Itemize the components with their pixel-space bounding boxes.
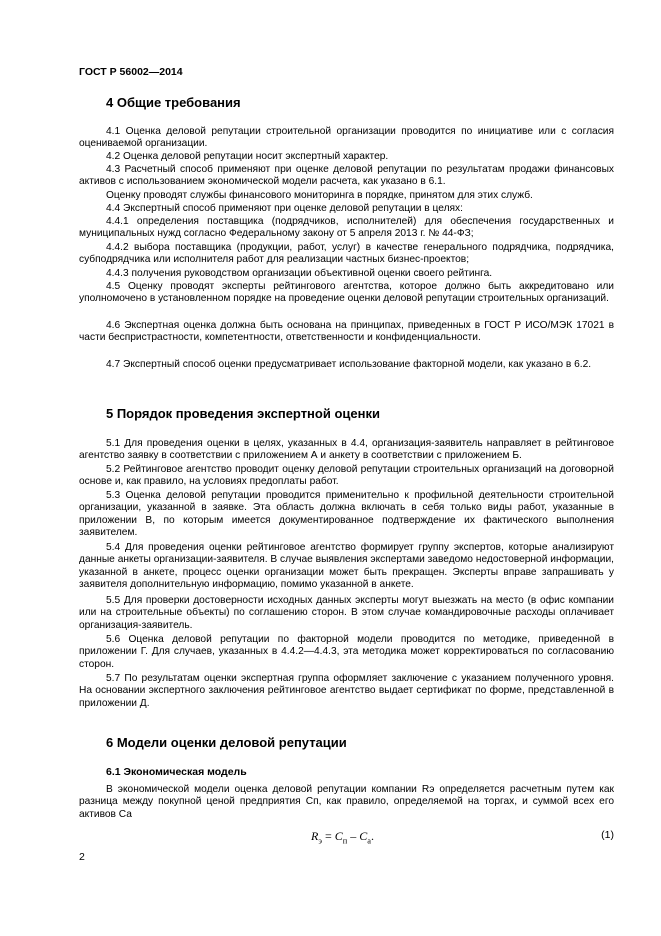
subsection-6-1-title: 6.1 Экономическая модель xyxy=(106,766,247,778)
paragraph-4-1: 4.1 Оценка деловой репутации строительной организации проводится по инициативе или с согласия оцениваемой организации. xyxy=(79,126,614,150)
paragraph-5-1: 5.1 Для проведения оценки в целях, указанных в 4.4, организация-заявитель направляет в рейтинговое агентство заявку в соответствии с приложением А и анкету в соответствии с приложением Б. xyxy=(79,438,614,462)
formula-number: (1) xyxy=(601,829,614,841)
paragraph-5-5: 5.5 Для проверки достоверности исходных данных эксперты могут выезжать на место (в офис компании или на строительные объекты) по соглашению сторон. В этом случае командировочные расходы оплачивает организация-заявитель. xyxy=(79,595,614,631)
formula-1 xyxy=(79,829,614,846)
paragraph-4-3: 4.3 Расчетный способ применяют при оценке деловой репутации по результатам продажи финансовых активов с использованием экономической модели расчета, как указано в 6.1. xyxy=(79,164,614,188)
paragraph-4-4-2: 4.4.2 выбора поставщика (продукции, работ, услуг) в качестве генерального подрядчика, подрядчика, субподрядчика или исполнителя работ для реализации частных бизнес-проектов; xyxy=(79,242,614,266)
section-5-title: 5 Порядок проведения экспертной оценки xyxy=(106,406,380,421)
paragraph-5-6: 5.6 Оценка деловой репутации по факторной модели проводится по методике, приведенной в приложении Г. Для случаев, указанных в 4.4.2—4.4.3, эта методика может корректироваться по согласованию сторон. xyxy=(79,634,614,670)
paragraph-4-5: 4.5 Оценку проводят эксперты рейтингового агентства, которое должно быть аккредитовано или уполномочено в установленном порядке на проведение оценки деловой репутации строительных организаций. xyxy=(79,281,614,305)
section-4-title: 4 Общие требования xyxy=(106,95,241,110)
section-6-title: 6 Модели оценки деловой репутации xyxy=(106,735,347,750)
paragraph-4-6: 4.6 Экспертная оценка должна быть основана на принципах, приведенных в ГОСТ Р ИСО/МЭК 17021 в части беспристрастности, компетентности, ответственности и конфиденциальности. xyxy=(79,320,614,344)
paragraph-5-3: 5.3 Оценка деловой репутации проводится применительно к профильной деятельности строительной организации, указанной в заявке. Эта область должна включать в себя только виды работ, указанные в приложении В, по которым имеется документированное подтверждение их фактического выполнения заявителем. xyxy=(79,490,614,539)
paragraph-5-2: 5.2 Рейтинговое агентство проводит оценку деловой репутации строительных организаций на договорной основе и, как правило, на условиях предоплаты работ. xyxy=(79,464,614,488)
formula-expression: $R_э = C_п - C_а$. xyxy=(311,829,374,846)
paragraph-4-4-1: 4.4.1 определения поставщика (подрядчиков, исполнителей) для обеспечения государственных и муниципальных нужд согласно Федеральному закону от 5 апреля 2013 г. № 44-ФЗ; xyxy=(79,216,614,240)
paragraph-5-4: 5.4 Для проведения оценки рейтинговое агентство формирует группу экспертов, которые анализируют данные анкеты организации-заявителя. В случае выявления экспертами заведомо недостоверной информации, указанной в анкете, процесс оценки организации может быть прекращен. Эксперты вправе запрашивать у заявителя дополнительную информацию, помимо указанной в анкете. xyxy=(79,542,614,591)
standard-header: ГОСТ Р 56002—2014 xyxy=(79,66,183,78)
paragraph-5-7: 5.7 По результатам оценки экспертная группа оформляет заключение с указанием полученного уровня. На основании экспертного заключения рейтинговое агентство выдает сертификат по форме, представленной в приложении Д. xyxy=(79,673,614,709)
paragraph-4-4: 4.4 Экспертный способ применяют при оценке деловой репутации в целях: xyxy=(106,203,463,214)
paragraph-4-3-note: Оценку проводят службы финансового мониторинга в порядке, принятом для этих служб. xyxy=(106,190,533,201)
page-number: 2 xyxy=(79,851,85,863)
paragraph-4-2: 4.2 Оценка деловой репутации носит экспертный характер. xyxy=(106,151,389,162)
paragraph-4-7: 4.7 Экспертный способ оценки предусматривает использование факторной модели, как указано в 6.2. xyxy=(106,359,592,370)
paragraph-4-4-3: 4.4.3 получения руководством организации объективной оценки своего рейтинга. xyxy=(106,268,493,279)
paragraph-6-1: В экономической модели оценка деловой репутации компании Rэ определяется расчетным путем как разница между покупной ценой предприятия Сп, как правило, определяемой на торгах, и суммой всех его активов Са xyxy=(79,784,614,820)
